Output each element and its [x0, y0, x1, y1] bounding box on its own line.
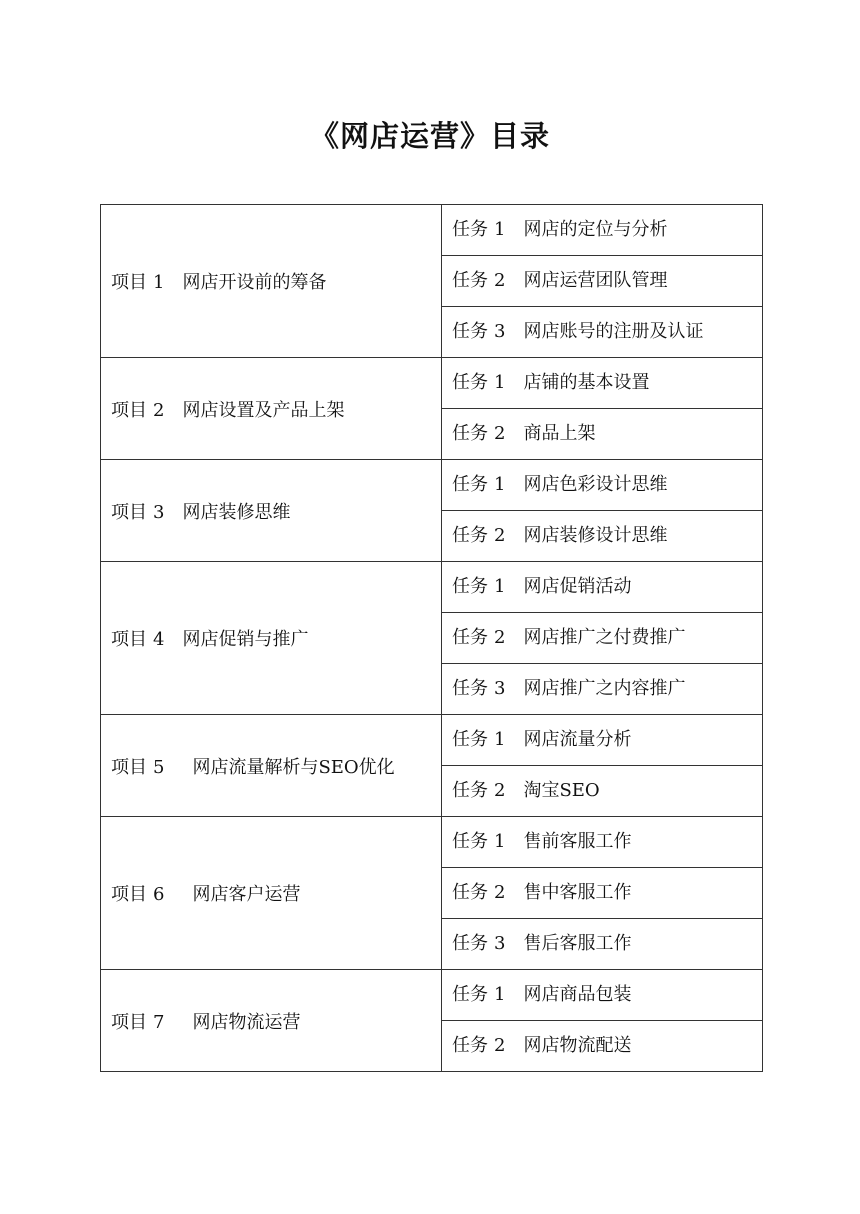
task-cell — [442, 766, 763, 817]
task-cell — [442, 409, 763, 460]
task-label: 任务 — [452, 779, 488, 801]
project-cell — [101, 970, 442, 1072]
task-cell — [442, 715, 763, 766]
task-label: 任务 — [452, 320, 488, 342]
task-name: 网店色彩设计思维 — [523, 473, 668, 495]
task-number: 3 — [494, 932, 506, 954]
task-entry — [442, 625, 762, 652]
task-entry — [442, 217, 762, 244]
toc-row — [101, 817, 763, 868]
project-entry — [101, 880, 441, 906]
project-entry — [101, 1008, 441, 1034]
task-label: 任务 — [452, 371, 488, 393]
task-number: 2 — [494, 881, 506, 903]
task-entry — [442, 1033, 762, 1060]
project-number: 5 — [153, 756, 165, 778]
task-name: 网店运营团队管理 — [523, 269, 668, 291]
task-label: 任务 — [452, 932, 488, 954]
project-number: 1 — [153, 272, 165, 293]
task-cell — [442, 970, 763, 1021]
task-cell — [442, 613, 763, 664]
task-number: 2 — [494, 1034, 506, 1056]
task-cell — [442, 256, 763, 307]
project-label: 项目 — [111, 884, 147, 905]
task-number: 2 — [494, 524, 506, 546]
task-name: 网店的定位与分析 — [523, 218, 668, 240]
task-number: 1 — [494, 473, 506, 495]
task-name: 商品上架 — [523, 422, 596, 444]
task-number: 2 — [494, 422, 506, 444]
project-label: 项目 — [111, 629, 147, 650]
task-cell — [442, 1021, 763, 1072]
task-name: 网店推广之内容推广 — [523, 677, 686, 699]
task-name: 网店物流配送 — [523, 1034, 632, 1056]
task-entry — [442, 370, 762, 397]
task-number: 2 — [494, 269, 506, 291]
project-name: 网店流量解析与SEO优化 — [192, 756, 395, 778]
task-number: 1 — [494, 371, 506, 393]
task-entry — [442, 268, 762, 295]
task-entry — [442, 931, 762, 958]
task-number: 1 — [494, 983, 506, 1005]
project-cell — [101, 205, 442, 358]
task-label: 任务 — [452, 473, 488, 495]
task-label: 任务 — [452, 830, 488, 852]
task-entry — [442, 523, 762, 550]
task-number: 1 — [494, 728, 506, 750]
project-number: 7 — [153, 1011, 165, 1033]
task-label: 任务 — [452, 881, 488, 903]
task-cell — [442, 358, 763, 409]
task-name: 网店装修设计思维 — [523, 524, 668, 546]
project-entry — [101, 498, 441, 524]
task-name: 售前客服工作 — [523, 830, 632, 852]
toc-row — [101, 715, 763, 766]
project-number: 6 — [153, 884, 165, 905]
task-name: 网店促销活动 — [523, 575, 632, 597]
task-label: 任务 — [452, 677, 488, 699]
task-name: 网店账号的注册及认证 — [523, 320, 704, 342]
task-cell — [442, 205, 763, 256]
task-cell — [442, 460, 763, 511]
project-number: 2 — [153, 399, 165, 421]
task-name: 淘宝SEO — [523, 779, 600, 801]
task-number: 1 — [494, 218, 506, 240]
task-name: 售后客服工作 — [523, 932, 632, 954]
task-cell — [442, 664, 763, 715]
task-number: 3 — [494, 677, 506, 699]
task-entry — [442, 574, 762, 601]
task-entry — [442, 880, 762, 907]
project-name: 网店客户运营 — [192, 884, 301, 905]
toc-table — [100, 204, 763, 1072]
task-entry — [442, 676, 762, 703]
project-name: 网店设置及产品上架 — [182, 399, 345, 421]
toc-row — [101, 562, 763, 613]
task-cell — [442, 562, 763, 613]
task-name: 售中客服工作 — [523, 881, 632, 903]
task-label: 任务 — [452, 575, 488, 597]
task-name: 网店流量分析 — [523, 728, 632, 750]
task-entry — [442, 472, 762, 499]
project-cell — [101, 715, 442, 817]
task-label: 任务 — [452, 422, 488, 444]
project-cell — [101, 817, 442, 970]
task-entry — [442, 319, 762, 346]
task-label: 任务 — [452, 728, 488, 750]
task-number: 1 — [494, 575, 506, 597]
project-entry — [101, 268, 441, 294]
toc-row — [101, 358, 763, 409]
task-cell — [442, 868, 763, 919]
task-cell — [442, 511, 763, 562]
task-entry — [442, 778, 762, 805]
project-label: 项目 — [111, 1011, 147, 1033]
page-title: 《网店运营》目录 — [309, 119, 550, 153]
task-name: 网店商品包装 — [523, 983, 632, 1005]
task-label: 任务 — [452, 1034, 488, 1056]
task-number: 2 — [494, 779, 506, 801]
project-cell — [101, 562, 442, 715]
project-name: 网店开设前的筹备 — [182, 272, 327, 293]
task-label: 任务 — [452, 218, 488, 240]
project-name: 网店物流运营 — [192, 1011, 301, 1033]
project-label: 项目 — [111, 756, 147, 778]
task-number: 1 — [494, 830, 506, 852]
project-cell — [101, 358, 442, 460]
task-entry — [442, 829, 762, 856]
toc-body — [101, 205, 763, 1072]
task-label: 任务 — [452, 626, 488, 648]
task-cell — [442, 817, 763, 868]
task-number: 2 — [494, 626, 506, 648]
toc-row — [101, 205, 763, 256]
project-label: 项目 — [111, 501, 147, 523]
toc-row — [101, 460, 763, 511]
project-number: 4 — [153, 629, 165, 650]
project-name: 网店装修思维 — [182, 501, 291, 523]
project-cell — [101, 460, 442, 562]
task-cell — [442, 307, 763, 358]
task-number: 3 — [494, 320, 506, 342]
task-entry — [442, 727, 762, 754]
task-label: 任务 — [452, 524, 488, 546]
project-number: 3 — [153, 501, 165, 523]
project-label: 项目 — [111, 272, 147, 293]
task-entry — [442, 982, 762, 1009]
task-cell — [442, 919, 763, 970]
task-entry — [442, 421, 762, 448]
project-name: 网店促销与推广 — [182, 629, 309, 650]
project-entry — [101, 396, 441, 422]
project-entry — [101, 625, 441, 651]
task-label: 任务 — [452, 983, 488, 1005]
task-name: 网店推广之付费推广 — [523, 626, 686, 648]
project-entry — [101, 753, 441, 779]
project-label: 项目 — [111, 399, 147, 421]
task-label: 任务 — [452, 269, 488, 291]
task-name: 店铺的基本设置 — [523, 371, 650, 393]
toc-row — [101, 970, 763, 1021]
